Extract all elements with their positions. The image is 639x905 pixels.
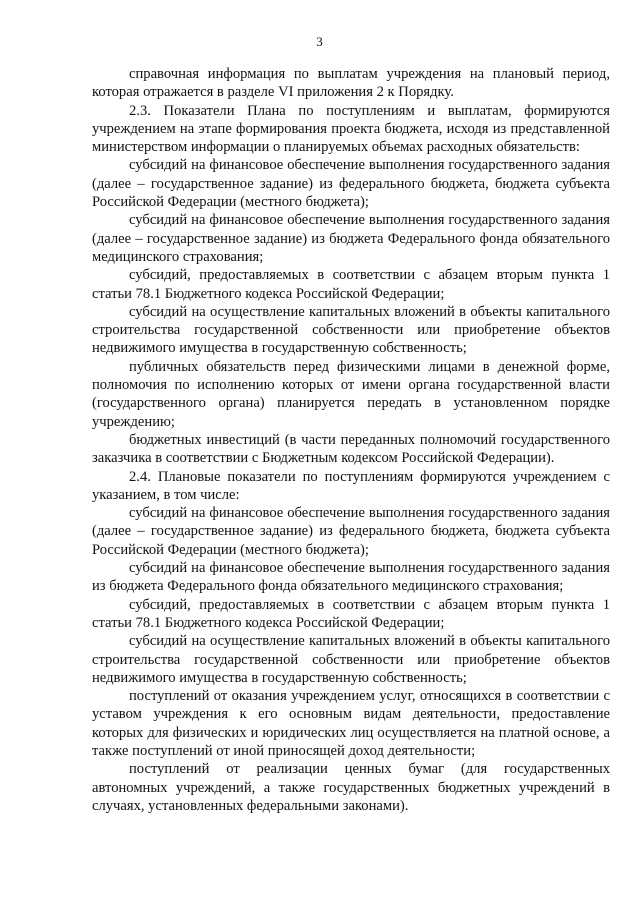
- paragraph-2-3-heading: 2.3. Показатели Плана по поступлениям и выплатам, формируются учреждением на этапе формирования проекта бюджета, исходя из представленной министерством информации о планируемых объемах расходных обязательств:: [92, 102, 610, 156]
- paragraph-2-4-item-1: субсидий на финансовое обеспечение выполнения государственного задания (далее – государственное задание) из федерального бюджета, бюджета субъекта Российской Федерации (местного бюджета);: [92, 505, 610, 558]
- paragraph-2-4-item-4: субсидий на осуществление капитальных вложений в объекты капитального строительства государственной собственности или приобретение объектов недвижимого имущества в государственную собственность;: [92, 633, 610, 686]
- paragraph-2-3-item-1: субсидий на финансовое обеспечение выполнения государственного задания (далее – государственное задание) из федерального бюджета, бюджета субъекта Российской Федерации (местного бюджета);: [92, 157, 610, 211]
- paragraph-2-4-item-5: поступлений от оказания учреждением услуг, относящихся в соответствии с уставом учреждения к его основным видам деятельности, предоставление которых для физических и юридических лиц осуществляется на платной основе, а также поступлений от иной приносящей доход деятельности;: [92, 688, 610, 759]
- document-body: [92, 65, 610, 815]
- page-number: 3: [316, 34, 323, 49]
- paragraph-2-3-item-5: публичных обязательств перед физическими лицами в денежной форме, полномочия по исполнению которых от имени органа государственной власти (государственного органа) планируется передать в установленном порядке учреждению;: [92, 358, 610, 430]
- paragraph-2-3-item-6: бюджетных инвестиций (в части переданных полномочий государственного заказчика в соответствии с Бюджетным кодексом Российской Федерации).: [92, 431, 610, 467]
- paragraph-reference-info: справочная информация по выплатам учреждения на плановый период, которая отражается в разделе VI приложения 2 к Порядку.: [92, 66, 610, 101]
- paragraph-2-4-item-6: поступлений от реализации ценных бумаг (для государственных автономных учреждений, а также государственных бюджетных учреждений в случаях, установленных федеральными законами).: [92, 761, 610, 814]
- paragraph-2-4-item-3: субсидий, предоставляемых в соответствии с абзацем вторым пункта 1 статьи 78.1 Бюджетного кодекса Российской Федерации;: [92, 596, 610, 631]
- paragraph-2-3-item-4: субсидий на осуществление капитальных вложений в объекты капитального строительства государственной собственности или приобретение объектов недвижимого имущества в государственную собственность;: [92, 303, 610, 357]
- paragraph-2-4-item-2: субсидий на финансовое обеспечение выполнения государственного задания из бюджета Федерального фонда обязательного медицинского страхования;: [92, 560, 610, 595]
- paragraph-2-3-item-3: субсидий, предоставляемых в соответствии с абзацем вторым пункта 1 статьи 78.1 Бюджетного кодекса Российской Федерации;: [92, 267, 610, 302]
- paragraph-2-3-item-2: субсидий на финансовое обеспечение выполнения государственного задания (далее – государственное задание) из бюджета Федерального фонда обязательного медицинского страхования;: [92, 212, 610, 265]
- paragraph-2-4-heading: 2.4. Плановые показатели по поступлениям формируются учреждением с указанием, в том числе:: [92, 468, 610, 503]
